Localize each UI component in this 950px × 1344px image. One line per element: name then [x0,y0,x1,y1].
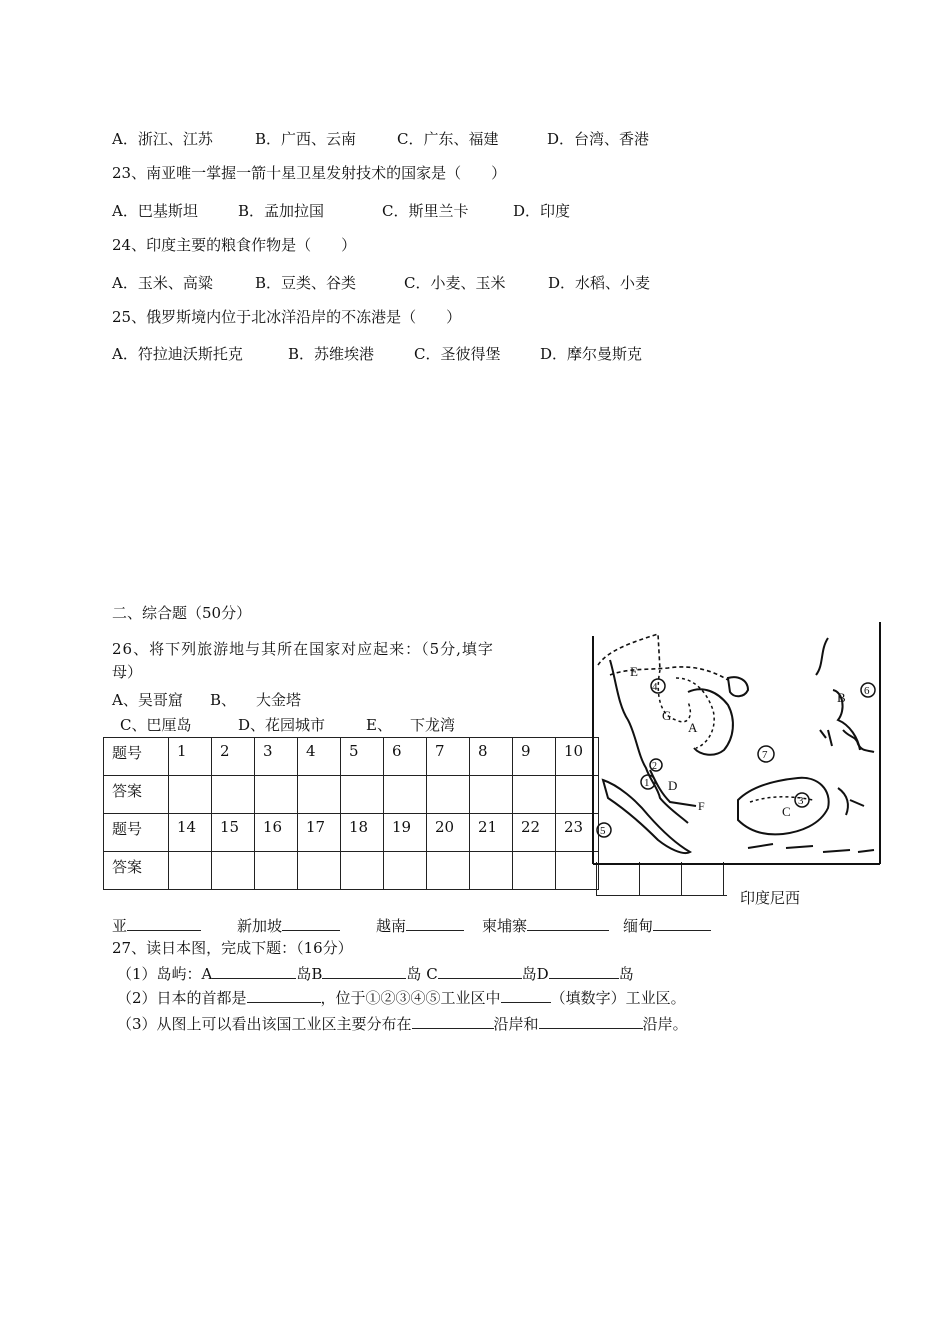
map-label-1: 1 [644,777,650,789]
table-cell: 16 [255,814,298,852]
q27-sub1-prefix: （1）岛屿：A [117,965,213,983]
country-cambodia: 柬埔寨 [482,917,528,935]
country-myanmar: 缅甸 [623,917,654,935]
q26-stem-line2: 母） [112,663,143,681]
q22-option-a: A．浙江、江苏 [112,130,213,148]
q24-option-c: C．小麦、玉米 [404,274,506,292]
section-title: 二、综合题（50分） [112,604,252,622]
answer-cell[interactable] [212,852,255,890]
country-indonesia-suffix: 亚 [112,917,128,935]
q27-sub1-suffix: 岛 [618,965,634,983]
q27-sub3-prefix: （3）从图上可以看出该国工业区主要分布在 [117,1015,412,1033]
map-label-3: 3 [798,795,804,807]
blank-island-b[interactable] [322,962,406,979]
map-label-c: C [782,804,791,819]
answer-cell[interactable] [255,852,298,890]
q26-answers-line [112,914,711,936]
map-label-7: 7 [762,749,768,761]
table-header-cell: 题号 [104,814,169,852]
q27-sub2-mid: ，位于①②③④⑤工业区中 [320,989,501,1007]
q22-option-b: B．广西、云南 [255,130,357,148]
q27-sub3-mid: 沿岸和 [493,1015,539,1033]
table-cell: 22 [513,814,556,852]
table-cell: 14 [169,814,212,852]
blank-coast-2[interactable] [539,1012,643,1029]
q26-trailing-label: 印度尼西 [740,889,801,907]
table-cell: 6 [384,738,427,776]
table-header-cell: 答案 [104,852,169,890]
answer-cell[interactable] [513,776,556,814]
table-cell: 21 [470,814,513,852]
q24-stem: 24、印度主要的粮食作物是（ ） [112,236,357,254]
map-label-a: A [688,720,698,735]
map-label-6: 6 [864,685,870,697]
answer-cell[interactable] [169,852,212,890]
table-cell: 1 [169,738,212,776]
table-cell: 19 [384,814,427,852]
blank-island-d[interactable] [549,962,619,979]
q27-sub1-b: 岛B [296,965,323,983]
q27-sub3-suffix: 沿岸。 [642,1015,688,1033]
q27-sub2 [117,986,686,1008]
q23-option-c: C．斯里兰卡 [382,202,469,220]
answer-cell[interactable] [255,776,298,814]
blank-island-a[interactable] [212,962,296,979]
table-cell: 3 [255,738,298,776]
table-header-cell: 题号 [104,738,169,776]
country-vietnam: 越南 [376,917,407,935]
answer-cell[interactable] [427,776,470,814]
table-cell: 10 [556,738,599,776]
answer-cell[interactable] [341,776,384,814]
q27-sub1-d: 岛D [521,965,549,983]
q27-sub1-c: 岛 C [406,965,438,983]
table-cell: 9 [513,738,556,776]
answer-cell[interactable] [427,852,470,890]
table-header-cell: 答案 [104,776,169,814]
table-row [104,776,599,814]
map-label-e: E [630,664,638,679]
q23-option-a: A．巴基斯坦 [112,202,198,220]
blank-island-c[interactable] [438,962,522,979]
table-cell: 8 [470,738,513,776]
blank-industrial-zone[interactable] [501,986,551,1003]
map-label-2: 2 [652,761,657,772]
q25-option-d: D．摩尔曼斯克 [540,345,643,363]
q26-item-a: A、吴哥窟 [112,691,183,709]
answer-cell[interactable] [169,776,212,814]
q25-option-c: C．圣彼得堡 [414,345,501,363]
answer-cell[interactable] [384,776,427,814]
answer-cell[interactable] [298,852,341,890]
q22-option-c: C．广东、福建 [397,130,499,148]
q27-sub2-prefix: （2）日本的首都是 [117,989,247,1007]
q23-stem: 23、南亚唯一掌握一箭十星卫星发射技术的国家是（ ） [112,164,507,182]
map-label-g: G [662,708,672,723]
q27-sub2-suffix: （填数字）工业区。 [550,989,686,1007]
answer-cell[interactable] [470,852,513,890]
q23-option-b: B．孟加拉国 [238,202,325,220]
q26-item-c: C、巴厘岛 [120,716,192,734]
map-label-b: B [837,690,846,705]
table-row [104,852,599,890]
answer-table [103,737,599,890]
answer-cell[interactable] [470,776,513,814]
map-label-4: 4 [652,681,658,693]
table-cell: 7 [427,738,470,776]
blank-myanmar[interactable] [653,914,711,931]
table-cell: 17 [298,814,341,852]
q26-item-b-prefix: B、 [210,691,237,709]
q26-item-b: 大金塔 [256,691,302,709]
table-cell: 20 [427,814,470,852]
southeast-asia-map [588,620,888,876]
blank-vietnam[interactable] [406,914,464,931]
table-cell: 2 [212,738,255,776]
answer-cell[interactable] [212,776,255,814]
map-label-f: F [698,799,705,813]
table-row [104,738,599,776]
blank-coast-1[interactable] [412,1012,494,1029]
blank-capital[interactable] [247,986,321,1003]
q26-item-e-prefix: E、 [366,716,392,734]
answer-cell[interactable] [341,852,384,890]
q26-item-e: 下龙湾 [410,716,456,734]
q24-option-d: D．水稻、小麦 [548,274,651,292]
blank-indonesia[interactable] [127,914,201,931]
q23-option-d: D．印度 [513,202,571,220]
map-label-5: 5 [600,825,606,837]
q26-item-d: D、花园城市 [238,716,326,734]
q24-option-b: B．豆类、谷类 [255,274,357,292]
q25-stem: 25、俄罗斯境内位于北冰洋沿岸的不冻港是（ ） [112,308,462,326]
q22-option-d: D．台湾、香港 [547,130,650,148]
table-cell: 15 [212,814,255,852]
blank-cambodia[interactable] [527,914,609,931]
table-cell: 23 [556,814,599,852]
table-cell: 5 [341,738,384,776]
answer-cell[interactable] [513,852,556,890]
q27-stem: 27、读日本图，完成下题：（16分） [112,939,353,957]
q25-option-b: B．苏维埃港 [288,345,375,363]
q27-sub1 [117,962,634,984]
country-singapore: 新加坡 [237,917,283,935]
table-cell: 4 [298,738,341,776]
answer-cell[interactable] [384,852,427,890]
q25-option-a: A．符拉迪沃斯托克 [112,345,243,363]
map-label-d: D [668,778,678,793]
table-row [104,814,599,852]
q27-sub3 [117,1012,688,1034]
table-cell: 18 [341,814,384,852]
q24-option-a: A．玉米、高粱 [112,274,213,292]
answer-cell[interactable] [298,776,341,814]
q26-stem-line1: 26、将下列旅游地与其所在国家对应起来：（5分,填字 [112,640,494,658]
blank-singapore[interactable] [282,914,340,931]
